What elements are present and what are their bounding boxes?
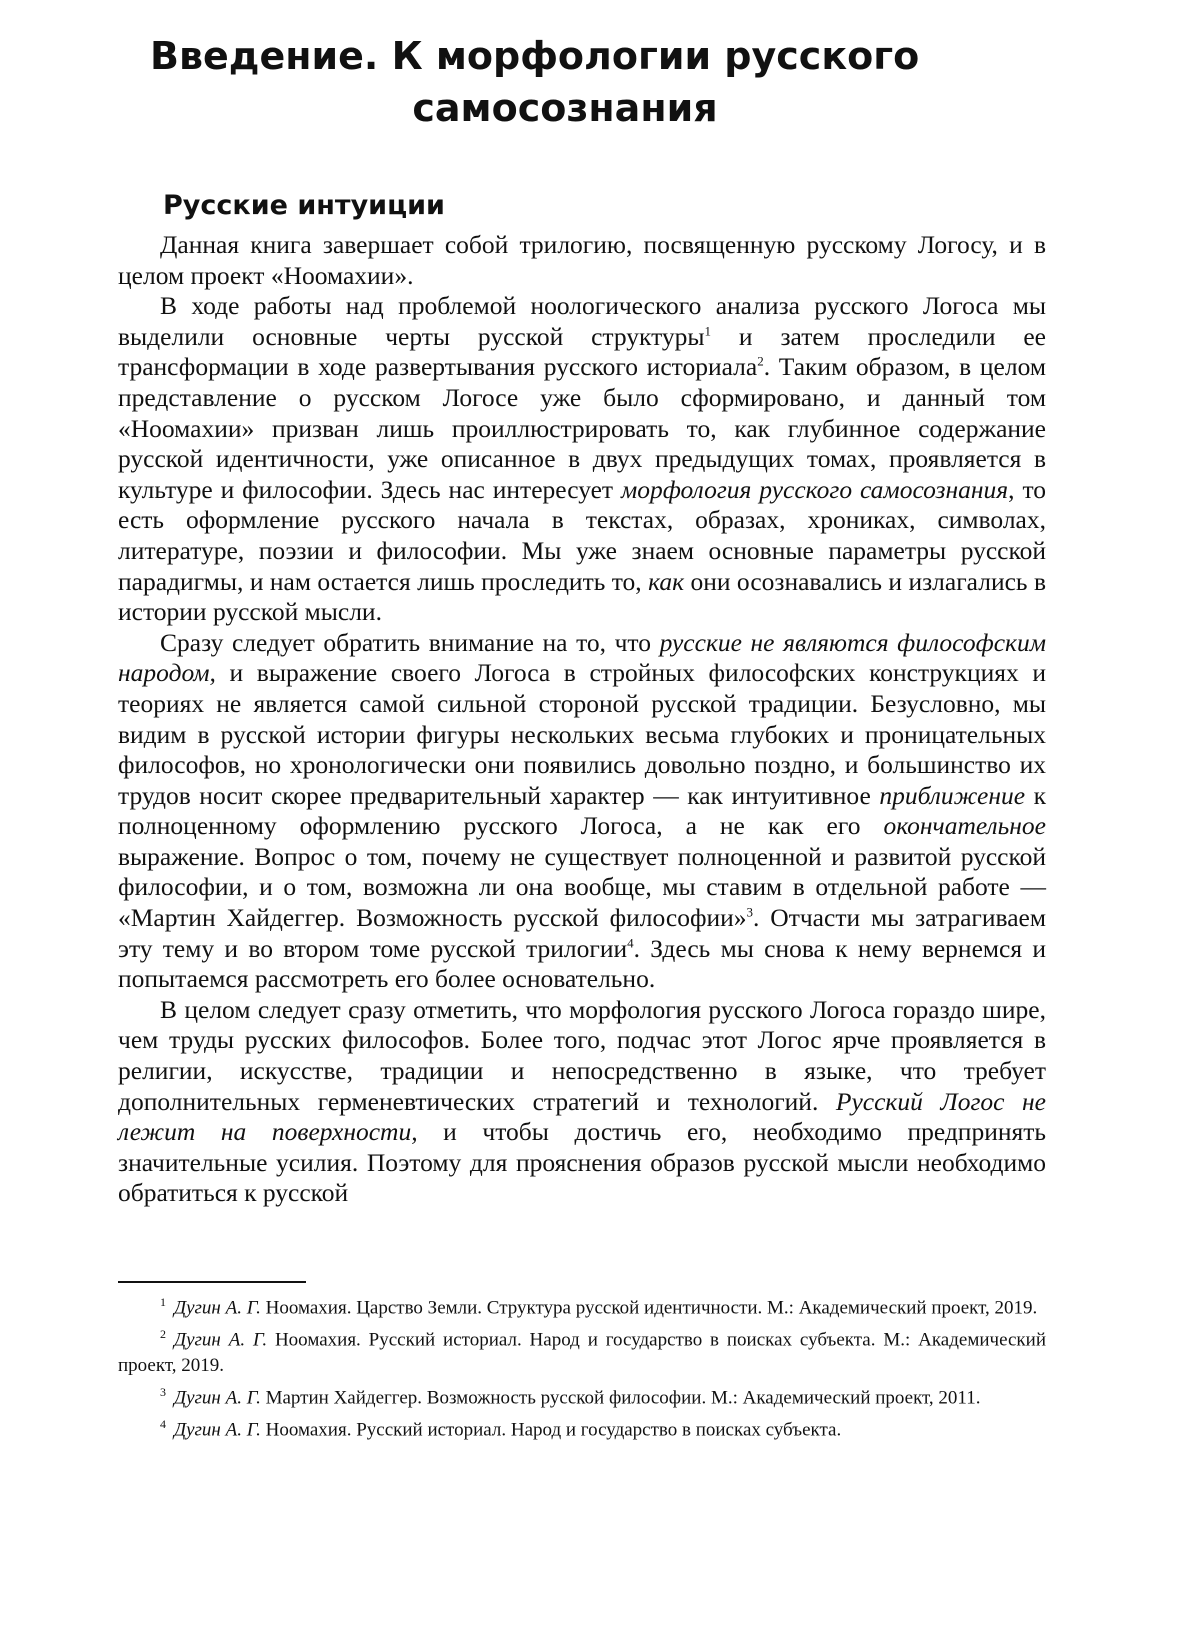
italic-phrase: как — [648, 566, 685, 596]
paragraph-text: . Таким образом, в целом представление о русском Логосе уже было сформировано, и данный том «Ноомахии» призван лишь проиллюстрировать то, как глубинное содержание русской идентичности, уже описанное в двух предыдущих томах, проявляется в культуре и философии. Здесь нас интересует — [118, 352, 1046, 504]
footnote-divider — [118, 1281, 306, 1283]
paragraph-text: В целом следует сразу отметить, что морфология русского Логоса гораздо шире, чем труды русских философов. Более того, подчас этот Логос ярче проявляется в религии, искусстве, традиции и непосредственно в языке, что требует дополнительных герменевтических стратегий и технологий. — [118, 994, 1046, 1116]
italic-phrase: Русский Логос не лежит на поверхности, — [118, 1086, 1046, 1147]
footnote-number: 1 — [160, 1295, 166, 1309]
paragraph-text: и выражение своего Логоса в стройных философских конструкциях и теориях не является самой сильной стороной русской традиции. Безусловно, мы видим в русской истории фигуры нескольких весьма глубоких и проницательных философов, но хронологически они появились довольно поздно, и большинство их трудов носит скорее предварительный характер — как интуитивное — [118, 658, 1046, 810]
footnote-ref-3[interactable]: 3 — [746, 904, 754, 920]
paragraph-3 — [118, 628, 1046, 995]
footnote-ref-4[interactable]: 4 — [627, 935, 634, 951]
footnote-number: 2 — [160, 1327, 166, 1342]
footnote-text: Ноомахия. Русский историал. Народ и государство в поисках субъекта. — [260, 1419, 842, 1441]
footnote-ref-2[interactable]: 2 — [757, 353, 764, 369]
paragraph-2 — [118, 291, 1046, 628]
footnotes — [118, 1290, 1046, 1444]
paragraph-text: Сразу следует обратить внимание на то, что — [160, 627, 660, 657]
paragraph-4 — [118, 995, 1046, 1209]
footnote-2 — [118, 1322, 1046, 1377]
paragraph-text: . Отчасти мы затрагиваем эту тему и во втором томе русской трилогии — [118, 903, 1046, 963]
italic-phrase: русские не являются философским народом, — [118, 627, 1046, 688]
paragraph-text: . Здесь мы снова к нему вернемся и попытаемся рассмотреть его более основательно. — [118, 933, 1047, 994]
body-text — [118, 230, 1046, 1209]
footnote-author: Дугин А. Г. — [174, 1297, 261, 1319]
footnote-4 — [118, 1412, 1046, 1442]
italic-phrase: морфология русского самосознания — [621, 474, 1009, 504]
paragraph-text: Данная книга завершает собой трилогию, посвященную русскому Логосу, и в целом проект «Ноомахии». — [118, 230, 1046, 290]
italic-phrase: окончательное — [883, 811, 1046, 841]
footnote-1 — [118, 1290, 1046, 1320]
paragraph-text: и затем проследили ее трансформации в ходе развертывания русского историала — [118, 321, 1046, 382]
section-title: Русские интуиции — [163, 190, 445, 221]
footnote-text: Мартин Хайдеггер. Возможность русской философии. М.: Академический проект, 2011. — [260, 1386, 981, 1408]
paragraph-text: и чтобы достичь его, необходимо предпринять значительные усилия. Поэтому для прояснения образов русской мысли необходимо обратиться к русской — [118, 1117, 1046, 1208]
chapter-title — [150, 30, 930, 134]
italic-phrase: приближение — [879, 780, 1026, 810]
paragraph-text: к полноценному оформлению русского Логоса, а не как его — [118, 780, 1046, 841]
paragraph-text: , то есть оформление русского начала в текстах, образах, хрониках, символах, литературе, поэзии и философии. Мы уже знаем основные параметры русской парадигмы, и нам остается лишь проследить то, — [118, 474, 1046, 596]
footnote-number: 4 — [160, 1416, 166, 1431]
paragraph-text: выражение. Вопрос о том, почему не существует полноценной и развитой русской философии, и о том, возможна ли она вообще, мы ставим в отдельной работе — «Мартин Хайдеггер. Возможность русской философии» — [118, 841, 1046, 933]
chapter-title-line-1: Введение. К морфологии русского — [150, 34, 920, 78]
footnote-text: Ноомахия. Царство Земли. Структура русской идентичности. М.: Академический проект, 2019. — [260, 1297, 1038, 1319]
footnote-author: Дугин А. Г. — [174, 1386, 261, 1408]
paragraph-text: В ходе работы над проблемой ноологического анализа русского Логоса мы выделили основные черты русской структуры — [118, 291, 1046, 351]
footnote-ref-1[interactable]: 1 — [704, 323, 712, 339]
paragraph-text: они осознавались и излагались в истории русской мысли. — [118, 566, 1046, 627]
footnote-number: 3 — [160, 1384, 166, 1399]
footnote-text: Ноомахия. Русский историал. Народ и государство в поисках субъекта. М.: Академический проект, 2019. — [118, 1329, 1046, 1376]
footnote-3 — [118, 1380, 1046, 1410]
paragraph-1 — [118, 230, 1046, 291]
footnote-author: Дугин А. Г. — [174, 1419, 261, 1441]
footnote-author: Дугин А. Г. — [174, 1329, 268, 1351]
chapter-title-line-2: самосознания — [412, 86, 718, 130]
